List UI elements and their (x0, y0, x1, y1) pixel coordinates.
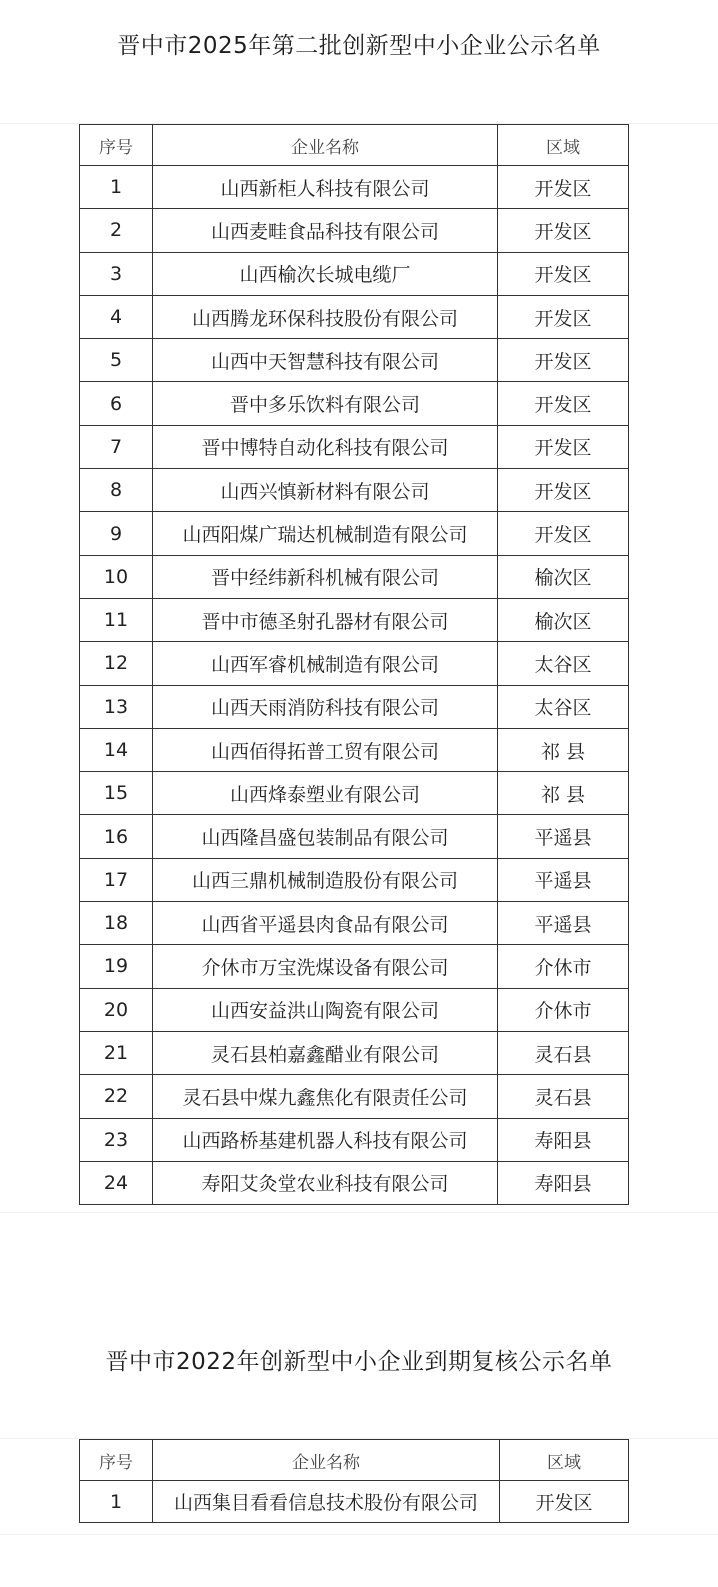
row-number: 17 (80, 858, 153, 901)
table-header-row (80, 1440, 629, 1481)
row-number: 1 (80, 1481, 153, 1523)
row-number: 11 (80, 598, 153, 641)
header-no: 序号 (80, 125, 153, 166)
row-number: 4 (80, 295, 153, 338)
row-number: 12 (80, 642, 153, 685)
row-number: 3 (80, 252, 153, 295)
row-number: 2 (80, 209, 153, 252)
region: 开发区 (498, 469, 629, 512)
region: 开发区 (498, 209, 629, 252)
region: 灵石县 (498, 1075, 629, 1118)
row-number: 20 (80, 988, 153, 1031)
row-number: 23 (80, 1118, 153, 1161)
table-row (80, 1161, 629, 1204)
region: 开发区 (498, 382, 629, 425)
region: 平遥县 (498, 815, 629, 858)
row-number: 1 (80, 166, 153, 209)
row-number: 15 (80, 772, 153, 815)
table-row (80, 858, 629, 901)
region: 平遥县 (498, 858, 629, 901)
table-row (80, 685, 629, 728)
company-name: 山西路桥基建机器人科技有限公司 (153, 1118, 498, 1161)
region: 祁 县 (498, 728, 629, 771)
company-name: 山西腾龙环保科技股份有限公司 (153, 295, 498, 338)
region: 祁 县 (498, 772, 629, 815)
header-no: 序号 (80, 1440, 153, 1481)
company-name: 晋中经纬新科机械有限公司 (153, 555, 498, 598)
table-row (80, 772, 629, 815)
region: 介休市 (498, 988, 629, 1031)
company-name: 山西烽泰塑业有限公司 (153, 772, 498, 815)
region: 榆次区 (498, 555, 629, 598)
region: 开发区 (498, 425, 629, 468)
company-name: 山西中天智慧科技有限公司 (153, 339, 498, 382)
table-row (80, 339, 629, 382)
table-row (80, 166, 629, 209)
company-name: 山西三鼎机械制造股份有限公司 (153, 858, 498, 901)
header-name: 企业名称 (153, 1440, 500, 1481)
company-name: 灵石县中煤九鑫焦化有限责任公司 (153, 1075, 498, 1118)
company-name: 山西新柜人科技有限公司 (153, 166, 498, 209)
list1-title: 晋中市2025年第二批创新型中小企业公示名单 (117, 33, 601, 59)
row-number: 14 (80, 728, 153, 771)
header-region: 区域 (498, 125, 629, 166)
company-name: 山西阳煤广瑞达机械制造有限公司 (153, 512, 498, 555)
company-name: 寿阳艾灸堂农业科技有限公司 (153, 1161, 498, 1204)
company-name: 山西军睿机械制造有限公司 (153, 642, 498, 685)
region: 介休市 (498, 945, 629, 988)
table-row (80, 945, 629, 988)
header-region: 区域 (500, 1440, 629, 1481)
row-number: 8 (80, 469, 153, 512)
table-row (80, 382, 629, 425)
region: 太谷区 (498, 642, 629, 685)
row-number: 16 (80, 815, 153, 858)
company-name: 山西榆次长城电缆厂 (153, 252, 498, 295)
company-name: 灵石县柏嘉鑫醋业有限公司 (153, 1031, 498, 1074)
row-number: 24 (80, 1161, 153, 1204)
list1-table (79, 124, 629, 1205)
company-name: 山西省平遥县肉食品有限公司 (153, 902, 498, 945)
company-name: 介休市万宝洗煤设备有限公司 (153, 945, 498, 988)
region: 太谷区 (498, 685, 629, 728)
divider (0, 1212, 718, 1213)
table-row (80, 598, 629, 641)
company-name: 山西麦畦食品科技有限公司 (153, 209, 498, 252)
company-name: 山西兴慎新材料有限公司 (153, 469, 498, 512)
company-name: 晋中市德圣射孔器材有限公司 (153, 598, 498, 641)
region: 开发区 (498, 339, 629, 382)
row-number: 18 (80, 902, 153, 945)
divider (0, 1534, 718, 1535)
row-number: 19 (80, 945, 153, 988)
region: 开发区 (498, 252, 629, 295)
row-number: 5 (80, 339, 153, 382)
table-row (80, 902, 629, 945)
company-name: 山西佰得拓普工贸有限公司 (153, 728, 498, 771)
row-number: 7 (80, 425, 153, 468)
row-number: 10 (80, 555, 153, 598)
table-row (80, 555, 629, 598)
region: 寿阳县 (498, 1161, 629, 1204)
table-row (80, 425, 629, 468)
company-name: 山西隆昌盛包装制品有限公司 (153, 815, 498, 858)
row-number: 9 (80, 512, 153, 555)
table-row (80, 642, 629, 685)
table-row (80, 1481, 629, 1523)
region: 灵石县 (498, 1031, 629, 1074)
table-row (80, 1075, 629, 1118)
company-name: 山西集目看看信息技术股份有限公司 (153, 1481, 500, 1523)
company-name: 山西安益洪山陶瓷有限公司 (153, 988, 498, 1031)
region: 开发区 (498, 295, 629, 338)
region: 榆次区 (498, 598, 629, 641)
table-row (80, 728, 629, 771)
table-row (80, 469, 629, 512)
company-name: 晋中博特自动化科技有限公司 (153, 425, 498, 468)
table-row (80, 1031, 629, 1074)
row-number: 21 (80, 1031, 153, 1074)
list2-table (79, 1439, 629, 1523)
region: 寿阳县 (498, 1118, 629, 1161)
region: 开发区 (500, 1481, 629, 1523)
company-name: 山西天雨消防科技有限公司 (153, 685, 498, 728)
table-row (80, 1118, 629, 1161)
region: 平遥县 (498, 902, 629, 945)
header-name: 企业名称 (153, 125, 498, 166)
row-number: 13 (80, 685, 153, 728)
table-row (80, 295, 629, 338)
list2-title: 晋中市2022年创新型中小企业到期复核公示名单 (105, 1349, 613, 1375)
table-row (80, 252, 629, 295)
table-row (80, 512, 629, 555)
region: 开发区 (498, 512, 629, 555)
table-row (80, 209, 629, 252)
region: 开发区 (498, 166, 629, 209)
table-header-row (80, 125, 629, 166)
row-number: 22 (80, 1075, 153, 1118)
company-name: 晋中多乐饮料有限公司 (153, 382, 498, 425)
row-number: 6 (80, 382, 153, 425)
table-row (80, 988, 629, 1031)
table-row (80, 815, 629, 858)
